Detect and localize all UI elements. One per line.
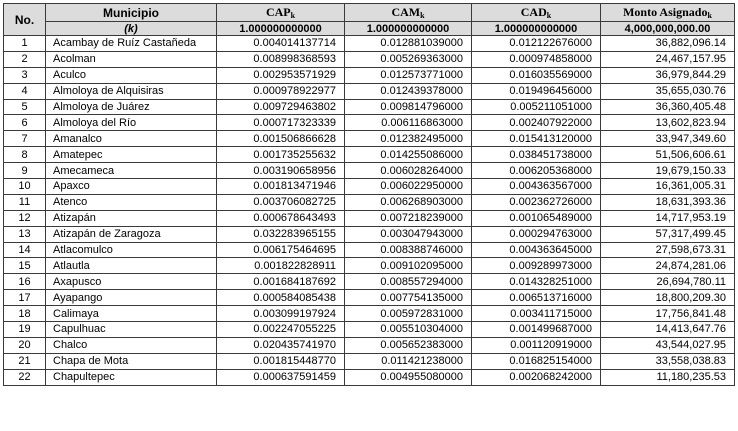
header-municipio-sub: (k) bbox=[46, 22, 217, 36]
cam-value: 0.014255086000 bbox=[345, 147, 472, 163]
cad-value: 0.006513716000 bbox=[472, 290, 601, 306]
cap-value: 0.009729463802 bbox=[217, 99, 345, 115]
row-number: 20 bbox=[4, 337, 46, 353]
cap-value: 0.000978922977 bbox=[217, 83, 345, 99]
cad-value: 0.000974858000 bbox=[472, 51, 601, 67]
table-row bbox=[4, 131, 735, 147]
total-cap: 1.000000000000 bbox=[217, 22, 345, 36]
cam-value: 0.012573771000 bbox=[345, 67, 472, 83]
cad-value: 0.002407922000 bbox=[472, 115, 601, 131]
monto-value: 27,598,673.31 bbox=[601, 242, 735, 258]
row-number: 3 bbox=[4, 67, 46, 83]
table-row bbox=[4, 274, 735, 290]
table-row bbox=[4, 290, 735, 306]
header-cam-label: CAM bbox=[391, 5, 421, 19]
total-cam: 1.000000000000 bbox=[345, 22, 472, 36]
cam-value: 0.005972831000 bbox=[345, 306, 472, 322]
allocation-table bbox=[3, 3, 735, 386]
row-number: 17 bbox=[4, 290, 46, 306]
monto-value: 57,317,499.45 bbox=[601, 226, 735, 242]
cam-value: 0.006022950000 bbox=[345, 179, 472, 195]
row-number: 12 bbox=[4, 210, 46, 226]
cam-value: 0.005510304000 bbox=[345, 322, 472, 338]
cad-value: 0.014328251000 bbox=[472, 274, 601, 290]
table-row bbox=[4, 258, 735, 274]
cad-value: 0.002068242000 bbox=[472, 369, 601, 385]
monto-value: 17,756,841.48 bbox=[601, 306, 735, 322]
cad-value: 0.001065489000 bbox=[472, 210, 601, 226]
header-monto-sub: k bbox=[707, 11, 712, 20]
cap-value: 0.008998368593 bbox=[217, 51, 345, 67]
municipio-name: Atlacomulco bbox=[46, 242, 217, 258]
header-cap-sub: k bbox=[290, 11, 296, 20]
cap-value: 0.003706082725 bbox=[217, 194, 345, 210]
municipio-name: Almoloya de Alquisiras bbox=[46, 83, 217, 99]
monto-value: 33,558,038.83 bbox=[601, 353, 735, 369]
header-cap-label: CAP bbox=[265, 5, 291, 19]
monto-value: 19,679,150.33 bbox=[601, 163, 735, 179]
header-municipio: Municipio bbox=[46, 4, 217, 22]
monto-value: 33,947,349.60 bbox=[601, 131, 735, 147]
table-row bbox=[4, 242, 735, 258]
row-number: 19 bbox=[4, 322, 46, 338]
cam-value: 0.012439378000 bbox=[345, 83, 472, 99]
municipio-name: Chalco bbox=[46, 337, 217, 353]
table-row bbox=[4, 179, 735, 195]
cap-value: 0.002247055225 bbox=[217, 322, 345, 338]
total-cad: 1.000000000000 bbox=[472, 22, 601, 36]
table-row bbox=[4, 51, 735, 67]
municipio-name: Ayapango bbox=[46, 290, 217, 306]
municipio-name: Aculco bbox=[46, 67, 217, 83]
municipio-name: Amatepec bbox=[46, 147, 217, 163]
monto-value: 35,655,030.76 bbox=[601, 83, 735, 99]
cad-value: 0.004363645000 bbox=[472, 242, 601, 258]
header-cam bbox=[345, 4, 472, 22]
total-monto: 4,000,000,000.00 bbox=[601, 22, 735, 36]
row-number: 22 bbox=[4, 369, 46, 385]
monto-value: 24,467,157.95 bbox=[601, 51, 735, 67]
monto-value: 16,361,005.31 bbox=[601, 179, 735, 195]
monto-value: 36,882,096.14 bbox=[601, 36, 735, 52]
monto-value: 36,360,405.48 bbox=[601, 99, 735, 115]
row-number: 2 bbox=[4, 51, 46, 67]
row-number: 13 bbox=[4, 226, 46, 242]
cam-value: 0.011421238000 bbox=[345, 353, 472, 369]
row-number: 21 bbox=[4, 353, 46, 369]
monto-value: 26,694,780.11 bbox=[601, 274, 735, 290]
cad-value: 0.012122676000 bbox=[472, 36, 601, 52]
monto-value: 18,631,393.36 bbox=[601, 194, 735, 210]
table-row bbox=[4, 115, 735, 131]
cam-value: 0.009102095000 bbox=[345, 258, 472, 274]
row-number: 9 bbox=[4, 163, 46, 179]
monto-value: 43,544,027.95 bbox=[601, 337, 735, 353]
cad-value: 0.038451738000 bbox=[472, 147, 601, 163]
header-cam-sub: k bbox=[420, 11, 425, 20]
table-row bbox=[4, 36, 735, 52]
municipio-name: Acambay de Ruíz Castañeda bbox=[46, 36, 217, 52]
cap-value: 0.001813471946 bbox=[217, 179, 345, 195]
row-number: 6 bbox=[4, 115, 46, 131]
cad-value: 0.009289973000 bbox=[472, 258, 601, 274]
cad-value: 0.005211051000 bbox=[472, 99, 601, 115]
cap-value: 0.000637591459 bbox=[217, 369, 345, 385]
header-cad-label: CAD bbox=[520, 5, 547, 19]
municipio-name: Atlautla bbox=[46, 258, 217, 274]
cap-value: 0.003190658956 bbox=[217, 163, 345, 179]
table-row bbox=[4, 226, 735, 242]
municipio-name: Amanalco bbox=[46, 131, 217, 147]
table-row bbox=[4, 369, 735, 385]
cam-value: 0.007218239000 bbox=[345, 210, 472, 226]
cap-value: 0.001822828911 bbox=[217, 258, 345, 274]
cam-value: 0.009814796000 bbox=[345, 99, 472, 115]
cap-value: 0.001815448770 bbox=[217, 353, 345, 369]
cad-value: 0.003411715000 bbox=[472, 306, 601, 322]
row-number: 7 bbox=[4, 131, 46, 147]
cap-value: 0.004014137714 bbox=[217, 36, 345, 52]
cad-value: 0.002362726000 bbox=[472, 194, 601, 210]
municipio-name: Atizapán de Zaragoza bbox=[46, 226, 217, 242]
municipio-name: Acolman bbox=[46, 51, 217, 67]
cam-value: 0.006028264000 bbox=[345, 163, 472, 179]
header-no: No. bbox=[4, 4, 46, 36]
table-row bbox=[4, 306, 735, 322]
table-row bbox=[4, 353, 735, 369]
row-number: 11 bbox=[4, 194, 46, 210]
cap-value: 0.020435741970 bbox=[217, 337, 345, 353]
monto-value: 18,800,209.30 bbox=[601, 290, 735, 306]
cam-value: 0.004955080000 bbox=[345, 369, 472, 385]
header-monto-label: Monto Asignado bbox=[623, 5, 708, 19]
monto-value: 51,506,606.61 bbox=[601, 147, 735, 163]
cam-value: 0.003047943000 bbox=[345, 226, 472, 242]
row-number: 10 bbox=[4, 179, 46, 195]
row-number: 5 bbox=[4, 99, 46, 115]
monto-value: 11,180,235.53 bbox=[601, 369, 735, 385]
cap-value: 0.002953571929 bbox=[217, 67, 345, 83]
table-row bbox=[4, 210, 735, 226]
cam-value: 0.012881039000 bbox=[345, 36, 472, 52]
municipio-name: Apaxco bbox=[46, 179, 217, 195]
municipio-name: Axapusco bbox=[46, 274, 217, 290]
row-number: 8 bbox=[4, 147, 46, 163]
header-cad bbox=[472, 4, 601, 22]
municipio-name: Capulhuac bbox=[46, 322, 217, 338]
monto-value: 14,717,953.19 bbox=[601, 210, 735, 226]
table-row bbox=[4, 147, 735, 163]
table-row bbox=[4, 322, 735, 338]
cad-value: 0.016035569000 bbox=[472, 67, 601, 83]
table-row bbox=[4, 83, 735, 99]
cap-value: 0.000584085438 bbox=[217, 290, 345, 306]
cap-value: 0.000678643493 bbox=[217, 210, 345, 226]
table-row bbox=[4, 99, 735, 115]
municipio-name: Almoloya de Juárez bbox=[46, 99, 217, 115]
row-number: 15 bbox=[4, 258, 46, 274]
table-row bbox=[4, 67, 735, 83]
municipio-name: Chapultepec bbox=[46, 369, 217, 385]
row-number: 4 bbox=[4, 83, 46, 99]
cad-value: 0.015413120000 bbox=[472, 131, 601, 147]
cap-value: 0.003099197924 bbox=[217, 306, 345, 322]
municipio-name: Atenco bbox=[46, 194, 217, 210]
header-monto bbox=[601, 4, 735, 22]
cad-value: 0.019496456000 bbox=[472, 83, 601, 99]
cam-value: 0.012382495000 bbox=[345, 131, 472, 147]
municipio-name: Chapa de Mota bbox=[46, 353, 217, 369]
cap-value: 0.001684187692 bbox=[217, 274, 345, 290]
cad-value: 0.000294763000 bbox=[472, 226, 601, 242]
cam-value: 0.008557294000 bbox=[345, 274, 472, 290]
table-header bbox=[4, 4, 735, 36]
cam-value: 0.008388746000 bbox=[345, 242, 472, 258]
cad-value: 0.001120919000 bbox=[472, 337, 601, 353]
table-row bbox=[4, 337, 735, 353]
allocation-table-container bbox=[3, 3, 735, 386]
cam-value: 0.007754135000 bbox=[345, 290, 472, 306]
cap-value: 0.006175464695 bbox=[217, 242, 345, 258]
cap-value: 0.001735255632 bbox=[217, 147, 345, 163]
header-cap bbox=[217, 4, 345, 22]
cam-value: 0.005269363000 bbox=[345, 51, 472, 67]
table-row bbox=[4, 194, 735, 210]
monto-value: 13,602,823.94 bbox=[601, 115, 735, 131]
cap-value: 0.032283965155 bbox=[217, 226, 345, 242]
cap-value: 0.000717323339 bbox=[217, 115, 345, 131]
municipio-name: Atizapán bbox=[46, 210, 217, 226]
cam-value: 0.005652383000 bbox=[345, 337, 472, 353]
header-cad-sub: k bbox=[546, 11, 552, 20]
municipio-name: Amecameca bbox=[46, 163, 217, 179]
cad-value: 0.006205368000 bbox=[472, 163, 601, 179]
cam-value: 0.006268903000 bbox=[345, 194, 472, 210]
cad-value: 0.016825154000 bbox=[472, 353, 601, 369]
cad-value: 0.004363567000 bbox=[472, 179, 601, 195]
cam-value: 0.006116863000 bbox=[345, 115, 472, 131]
municipio-name: Almoloya del Río bbox=[46, 115, 217, 131]
row-number: 1 bbox=[4, 36, 46, 52]
cad-value: 0.001499687000 bbox=[472, 322, 601, 338]
table-row bbox=[4, 163, 735, 179]
monto-value: 24,874,281.06 bbox=[601, 258, 735, 274]
monto-value: 14,413,647.76 bbox=[601, 322, 735, 338]
row-number: 14 bbox=[4, 242, 46, 258]
monto-value: 36,979,844.29 bbox=[601, 67, 735, 83]
municipio-name: Calimaya bbox=[46, 306, 217, 322]
row-number: 18 bbox=[4, 306, 46, 322]
row-number: 16 bbox=[4, 274, 46, 290]
table-body bbox=[4, 36, 735, 386]
cap-value: 0.001506866628 bbox=[217, 131, 345, 147]
